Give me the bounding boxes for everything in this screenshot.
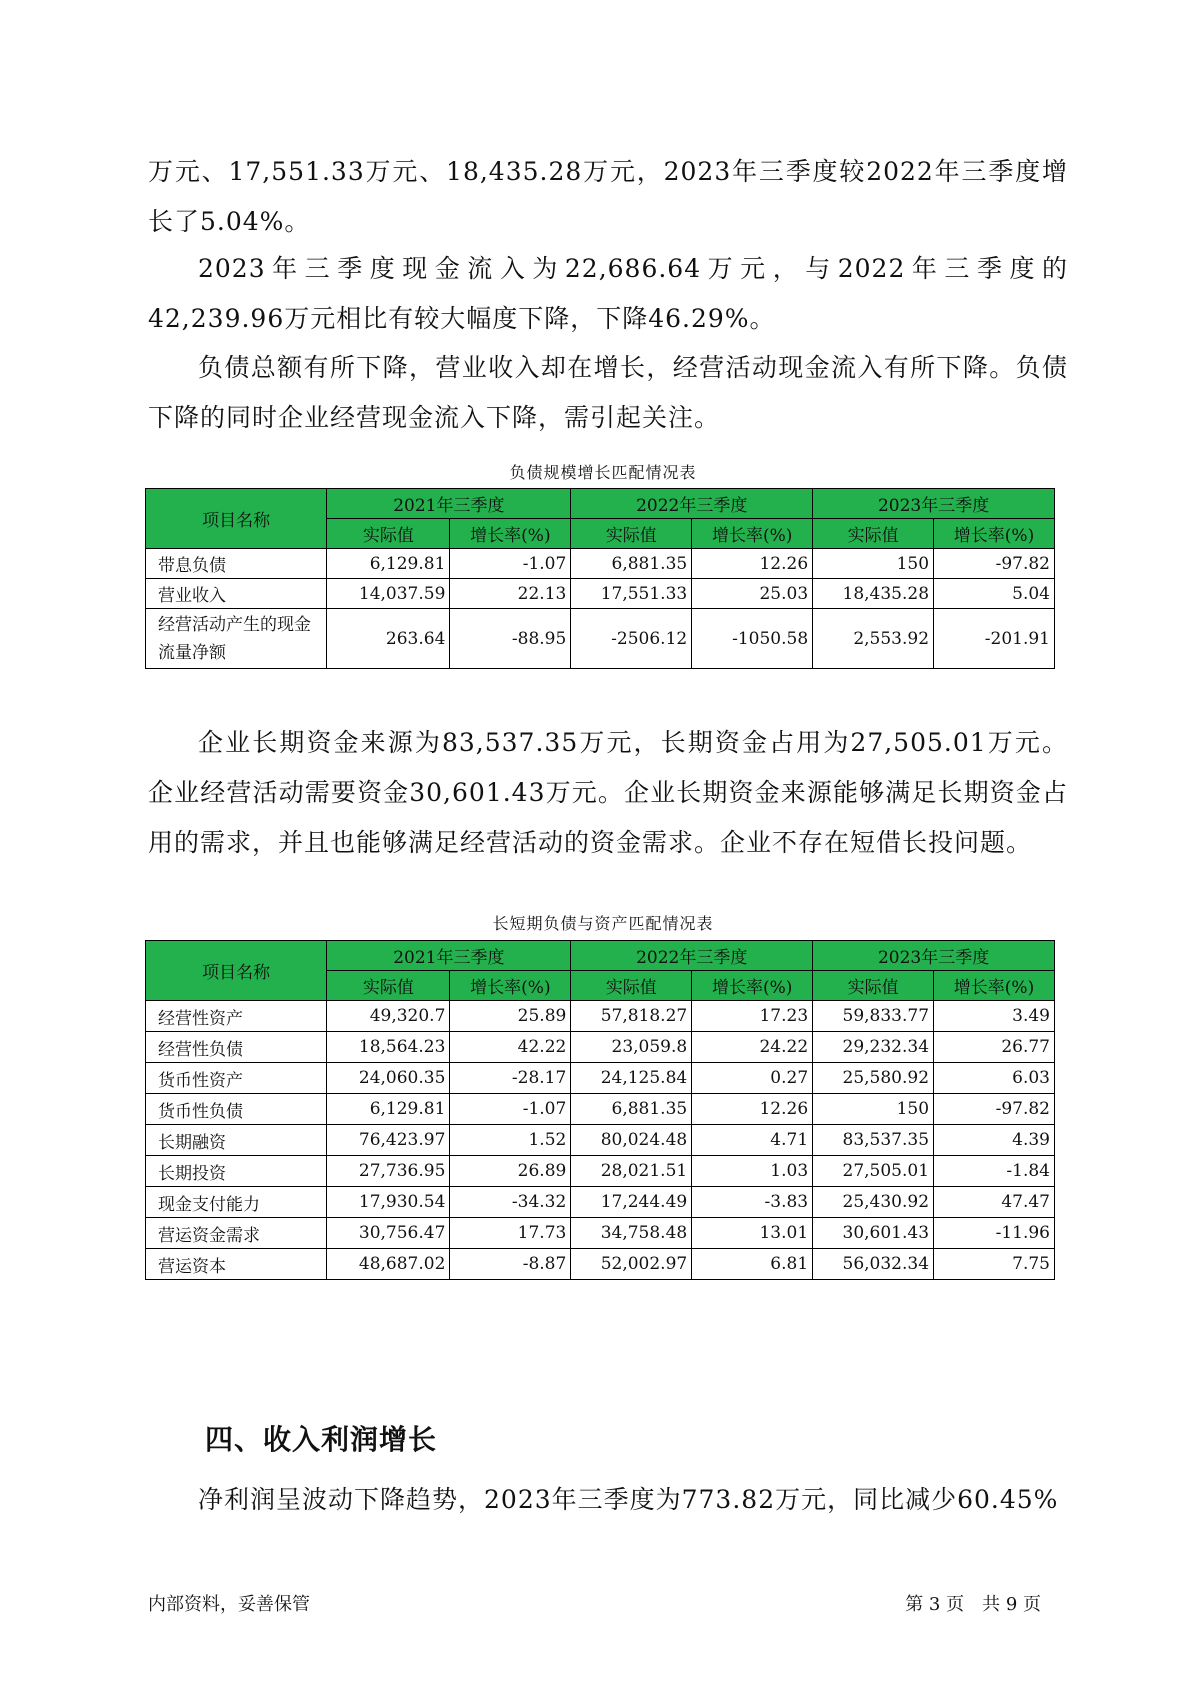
cell-value: 150 (813, 1094, 934, 1125)
table1-subheader-growth: 增长率(%) (450, 519, 571, 549)
cell-value: 22.13 (450, 579, 571, 609)
cell-value: 24,060.35 (327, 1063, 450, 1094)
row-label: 现金支付能力 (146, 1187, 327, 1218)
cell-value: -88.95 (450, 609, 571, 669)
cell-value: 28,021.51 (571, 1156, 692, 1187)
cell-value: 34,758.48 (571, 1218, 692, 1249)
cell-value: -1.07 (450, 549, 571, 579)
table2-subheader-growth: 增长率(%) (934, 971, 1055, 1001)
cell-value: 0.27 (692, 1063, 813, 1094)
cell-value: 24,125.84 (571, 1063, 692, 1094)
row-label: 长期融资 (146, 1125, 327, 1156)
table-row (146, 1125, 1055, 1156)
cell-value: 14,037.59 (327, 579, 450, 609)
row-label: 长期投资 (146, 1156, 327, 1187)
cell-value: 150 (813, 549, 934, 579)
row-label: 经营活动产生的现金流量净额 (146, 609, 327, 669)
table-row (146, 1001, 1055, 1032)
table2-header-item: 项目名称 (146, 941, 327, 1001)
section-heading: 四、收入利润增长 (205, 1423, 438, 1456)
table-row (146, 549, 1055, 579)
table-row (146, 1187, 1055, 1218)
table2-subheader-growth: 增长率(%) (692, 971, 813, 1001)
cell-value: -201.91 (934, 609, 1055, 669)
row-label: 经营性负债 (146, 1032, 327, 1063)
cell-value: 27,505.01 (813, 1156, 934, 1187)
table2-header-period: 2022年三季度 (571, 941, 813, 971)
table1-subheader-growth: 增长率(%) (934, 519, 1055, 549)
cell-value: 17.23 (692, 1001, 813, 1032)
cell-value: 17,551.33 (571, 579, 692, 609)
cell-value: 17.73 (450, 1218, 571, 1249)
table1-subheader-actual: 实际值 (327, 519, 450, 549)
cell-value: 18,435.28 (813, 579, 934, 609)
row-label: 经营性资产 (146, 1001, 327, 1032)
cell-value: 12.26 (692, 1094, 813, 1125)
table1-header-item: 项目名称 (146, 489, 327, 549)
table-row (146, 1094, 1055, 1125)
cell-value: 30,601.43 (813, 1218, 934, 1249)
cell-value: -1.84 (934, 1156, 1055, 1187)
table1-header-period: 2021年三季度 (327, 489, 571, 519)
table-row (146, 1218, 1055, 1249)
table-row (146, 1249, 1055, 1280)
debt-growth-table (145, 488, 1055, 669)
cell-value: 4.39 (934, 1125, 1055, 1156)
table1-subheader-actual: 实际值 (813, 519, 934, 549)
cell-value: -28.17 (450, 1063, 571, 1094)
table2-subheader-actual: 实际值 (327, 971, 450, 1001)
cell-value: 26.89 (450, 1156, 571, 1187)
cell-value: 18,564.23 (327, 1032, 450, 1063)
cell-value: -34.32 (450, 1187, 571, 1218)
table1-header-period: 2022年三季度 (571, 489, 813, 519)
cell-value: 52,002.97 (571, 1249, 692, 1280)
table2-subheader-actual: 实际值 (813, 971, 934, 1001)
cell-value: 12.26 (692, 549, 813, 579)
cell-value: 6.03 (934, 1063, 1055, 1094)
cell-value: -2506.12 (571, 609, 692, 669)
row-label: 货币性负债 (146, 1094, 327, 1125)
table2-header-period: 2023年三季度 (813, 941, 1055, 971)
cell-value: 1.03 (692, 1156, 813, 1187)
cell-value: 2,553.92 (813, 609, 934, 669)
cell-value: 47.47 (934, 1187, 1055, 1218)
cell-value: 49,320.7 (327, 1001, 450, 1032)
cell-value: -1050.58 (692, 609, 813, 669)
cell-value: 27,736.95 (327, 1156, 450, 1187)
cell-value: -97.82 (934, 549, 1055, 579)
footer-page-number: 第 3 页 共 9 页 (905, 1594, 1041, 1615)
paragraph-liability-note: 负债总额有所下降，营业收入却在增长，经营活动现金流入有所下降。负债下降的同时企业经营现金流入下降，需引起关注。 (148, 353, 1068, 432)
cell-value: 17,930.54 (327, 1187, 450, 1218)
row-label: 带息负债 (146, 549, 327, 579)
cell-value: 6,881.35 (571, 549, 692, 579)
asset-liability-match-table (145, 940, 1055, 1280)
cell-value: 1.52 (450, 1125, 571, 1156)
cell-value: 76,423.97 (327, 1125, 450, 1156)
cell-value: -8.87 (450, 1249, 571, 1280)
table-row (146, 1156, 1055, 1187)
cell-value: 25.03 (692, 579, 813, 609)
cell-value: 4.71 (692, 1125, 813, 1156)
paragraph-long-term-funding: 企业长期资金来源为83,537.35万元，长期资金占用为27,505.01万元。企业经营活动需要资金30,601.43万元。企业长期资金来源能够满足长期资金占用的需求，并且也能够满足经营活动的资金需求。企业不存在短借长投问题。 (148, 728, 1068, 857)
cell-value: 3.49 (934, 1001, 1055, 1032)
cell-value: 263.64 (327, 609, 450, 669)
row-label: 营运资金需求 (146, 1218, 327, 1249)
cell-value: 17,244.49 (571, 1187, 692, 1218)
cell-value: 42.22 (450, 1032, 571, 1063)
table2-header-period: 2021年三季度 (327, 941, 571, 971)
cell-value: 57,818.27 (571, 1001, 692, 1032)
paragraph-revenue-continuation: 万元、17,551.33万元、18,435.28万元，2023年三季度较2022年三季度增长了5.04%。 (148, 157, 1068, 236)
row-label: 营业收入 (146, 579, 327, 609)
cell-value: -11.96 (934, 1218, 1055, 1249)
cell-value: 5.04 (934, 579, 1055, 609)
cell-value: 25.89 (450, 1001, 571, 1032)
table-row (146, 1063, 1055, 1094)
cell-value: 59,833.77 (813, 1001, 934, 1032)
cell-value: 23,059.8 (571, 1032, 692, 1063)
cell-value: 80,024.48 (571, 1125, 692, 1156)
table1-caption: 负债规模增长匹配情况表 (509, 463, 697, 482)
cell-value: 25,430.92 (813, 1187, 934, 1218)
cell-value: 13.01 (692, 1218, 813, 1249)
cell-value: -1.07 (450, 1094, 571, 1125)
paragraph-net-profit: 净利润呈波动下降趋势，2023年三季度为773.82万元，同比减少60.45% (198, 1485, 1059, 1514)
table1-subheader-growth: 增长率(%) (692, 519, 813, 549)
cell-value: 26.77 (934, 1032, 1055, 1063)
cell-value: 6.81 (692, 1249, 813, 1280)
cell-value: -3.83 (692, 1187, 813, 1218)
paragraph-cash-inflow: 2023年三季度现金流入为22,686.64万元，与2022年三季度的42,239.96万元相比有较大幅度下降，下降46.29%。 (148, 254, 1068, 333)
table1-header-period: 2023年三季度 (813, 489, 1055, 519)
table2-subheader-growth: 增长率(%) (450, 971, 571, 1001)
cell-value: 29,232.34 (813, 1032, 934, 1063)
cell-value: 25,580.92 (813, 1063, 934, 1094)
table1-subheader-actual: 实际值 (571, 519, 692, 549)
table-row (146, 1032, 1055, 1063)
table-row (146, 579, 1055, 609)
cell-value: 24.22 (692, 1032, 813, 1063)
cell-value: 48,687.02 (327, 1249, 450, 1280)
cell-value: 6,129.81 (327, 1094, 450, 1125)
table-row (146, 609, 1055, 669)
cell-value: 7.75 (934, 1249, 1055, 1280)
cell-value: 83,537.35 (813, 1125, 934, 1156)
footer-confidential: 内部资料，妥善保管 (148, 1594, 310, 1615)
row-label: 营运资本 (146, 1249, 327, 1280)
cell-value: 6,881.35 (571, 1094, 692, 1125)
cell-value: 6,129.81 (327, 549, 450, 579)
cell-value: 56,032.34 (813, 1249, 934, 1280)
cell-value: 30,756.47 (327, 1218, 450, 1249)
cell-value: -97.82 (934, 1094, 1055, 1125)
row-label: 货币性资产 (146, 1063, 327, 1094)
table2-subheader-actual: 实际值 (571, 971, 692, 1001)
table2-caption: 长短期负债与资产匹配情况表 (492, 914, 714, 933)
